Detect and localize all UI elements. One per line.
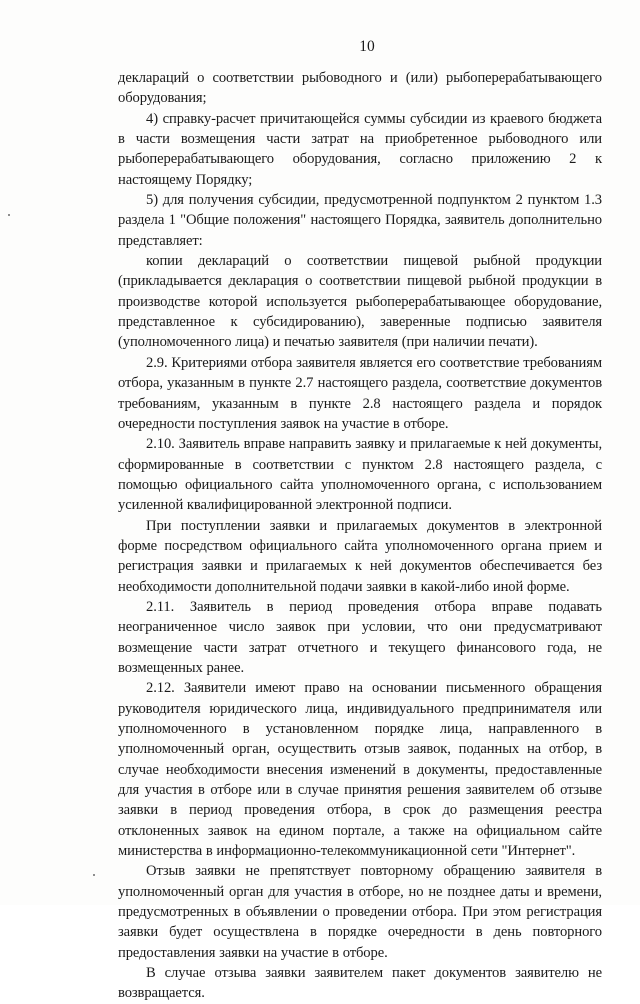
paragraph-item-5-additional-documents: 5) для получения субсидии, предусмотренной подпунктом 2 пунктом 1.3 раздела 1 "Общие положения" настоящего Порядка, заявитель дополнительно представляет:	[118, 192, 602, 249]
paragraph-2-11-unlimited-applications: 2.11. Заявитель в период проведения отбора вправе подавать неограниченное число заявок при условии, что они предусматривают возмещение части затрат отчетного и текущего финансового года, не возмещенных ранее.	[118, 598, 602, 676]
paragraph-declarations-continuation: деклараций о соответствии рыбоводного и (или) рыбоперерабатывающего оборудования;	[118, 70, 602, 107]
paragraph-2-9-selection-criteria: 2.9. Критериями отбора заявителя является его соответствие требованиям отбора, указанным в пункте 2.7 настоящего раздела, соответствие документов требованиям, указанным в пункте 2.8 настоящего раздела и порядок очередности поступления заявок на участие в отборе.	[118, 354, 602, 432]
scan-speck	[8, 214, 10, 216]
paragraph-2-12-application-withdrawal: 2.12. Заявители имеют право на основании письменного обращения руководителя юридического лица, индивидуального предпринимателя или уполномоченного в установленном порядке лица, направленного в уполномоченный орган, осуществить отзыв заявок, поданных на отбор, в случае необходимости внесения изменений в документы, предоставленные для участия в отборе или в случае принятия решения заявителем об отзыве заявки в период проведения отбора, в срок до размещения реестра отклоненных заявок на едином портале, а также на официальном сайте министерства в информационно-телекоммуникационной сети "Интернет".	[118, 680, 602, 860]
document-body	[118, 68, 602, 1004]
paragraph-electronic-registration: При поступлении заявки и прилагаемых документов в электронной форме посредством официального сайта уполномоченного органа прием и регистрация заявки и прилагаемых к ней документов обеспечивается без необходимости дополнительной подачи заявки в какой-либо иной форме.	[118, 517, 602, 595]
paragraph-documents-not-returned: В случае отзыва заявки заявителем пакет документов заявителю не возвращается.	[118, 965, 602, 1002]
paragraph-food-fish-declarations: копии деклараций о соответствии пищевой рыбной продукции (прикладывается декларация о соответствии пищевой рыбной продукции в производстве которой используется рыбоперерабатывающее оборудование, представленное к субсидированию), заверенные подписью заявителя (уполномоченного лица) и печатью заявителя (при наличии печати).	[118, 253, 602, 351]
page-number: 10	[359, 38, 375, 55]
paragraph-2-10-electronic-submission: 2.10. Заявитель вправе направить заявку и прилагаемые к ней документы, сформированные в соответствии с пунктом 2.8 настоящего раздела, с помощью официального сайта уполномоченного органа, с использованием усиленной квалифицированной электронной подписи.	[118, 436, 602, 514]
paragraph-resubmission-after-withdrawal: Отзыв заявки не препятствует повторному обращению заявителя в уполномоченный орган для участия в отборе, но не позднее даты и времени, предусмотренных в объявлении о проведении отбора. При этом регистрация заявки будет осуществлена в порядке очередности в день повторного предоставления заявки на участие в отборе.	[118, 863, 602, 961]
scan-speck	[93, 874, 95, 876]
paragraph-item-4-subsidy-calculation: 4) справку-расчет причитающейся суммы субсидии из краевого бюджета в части возмещения части затрат на приобретенное рыбоводного или рыбоперерабатывающего оборудования, согласно приложению 2 к настоящему Порядку;	[118, 110, 602, 188]
